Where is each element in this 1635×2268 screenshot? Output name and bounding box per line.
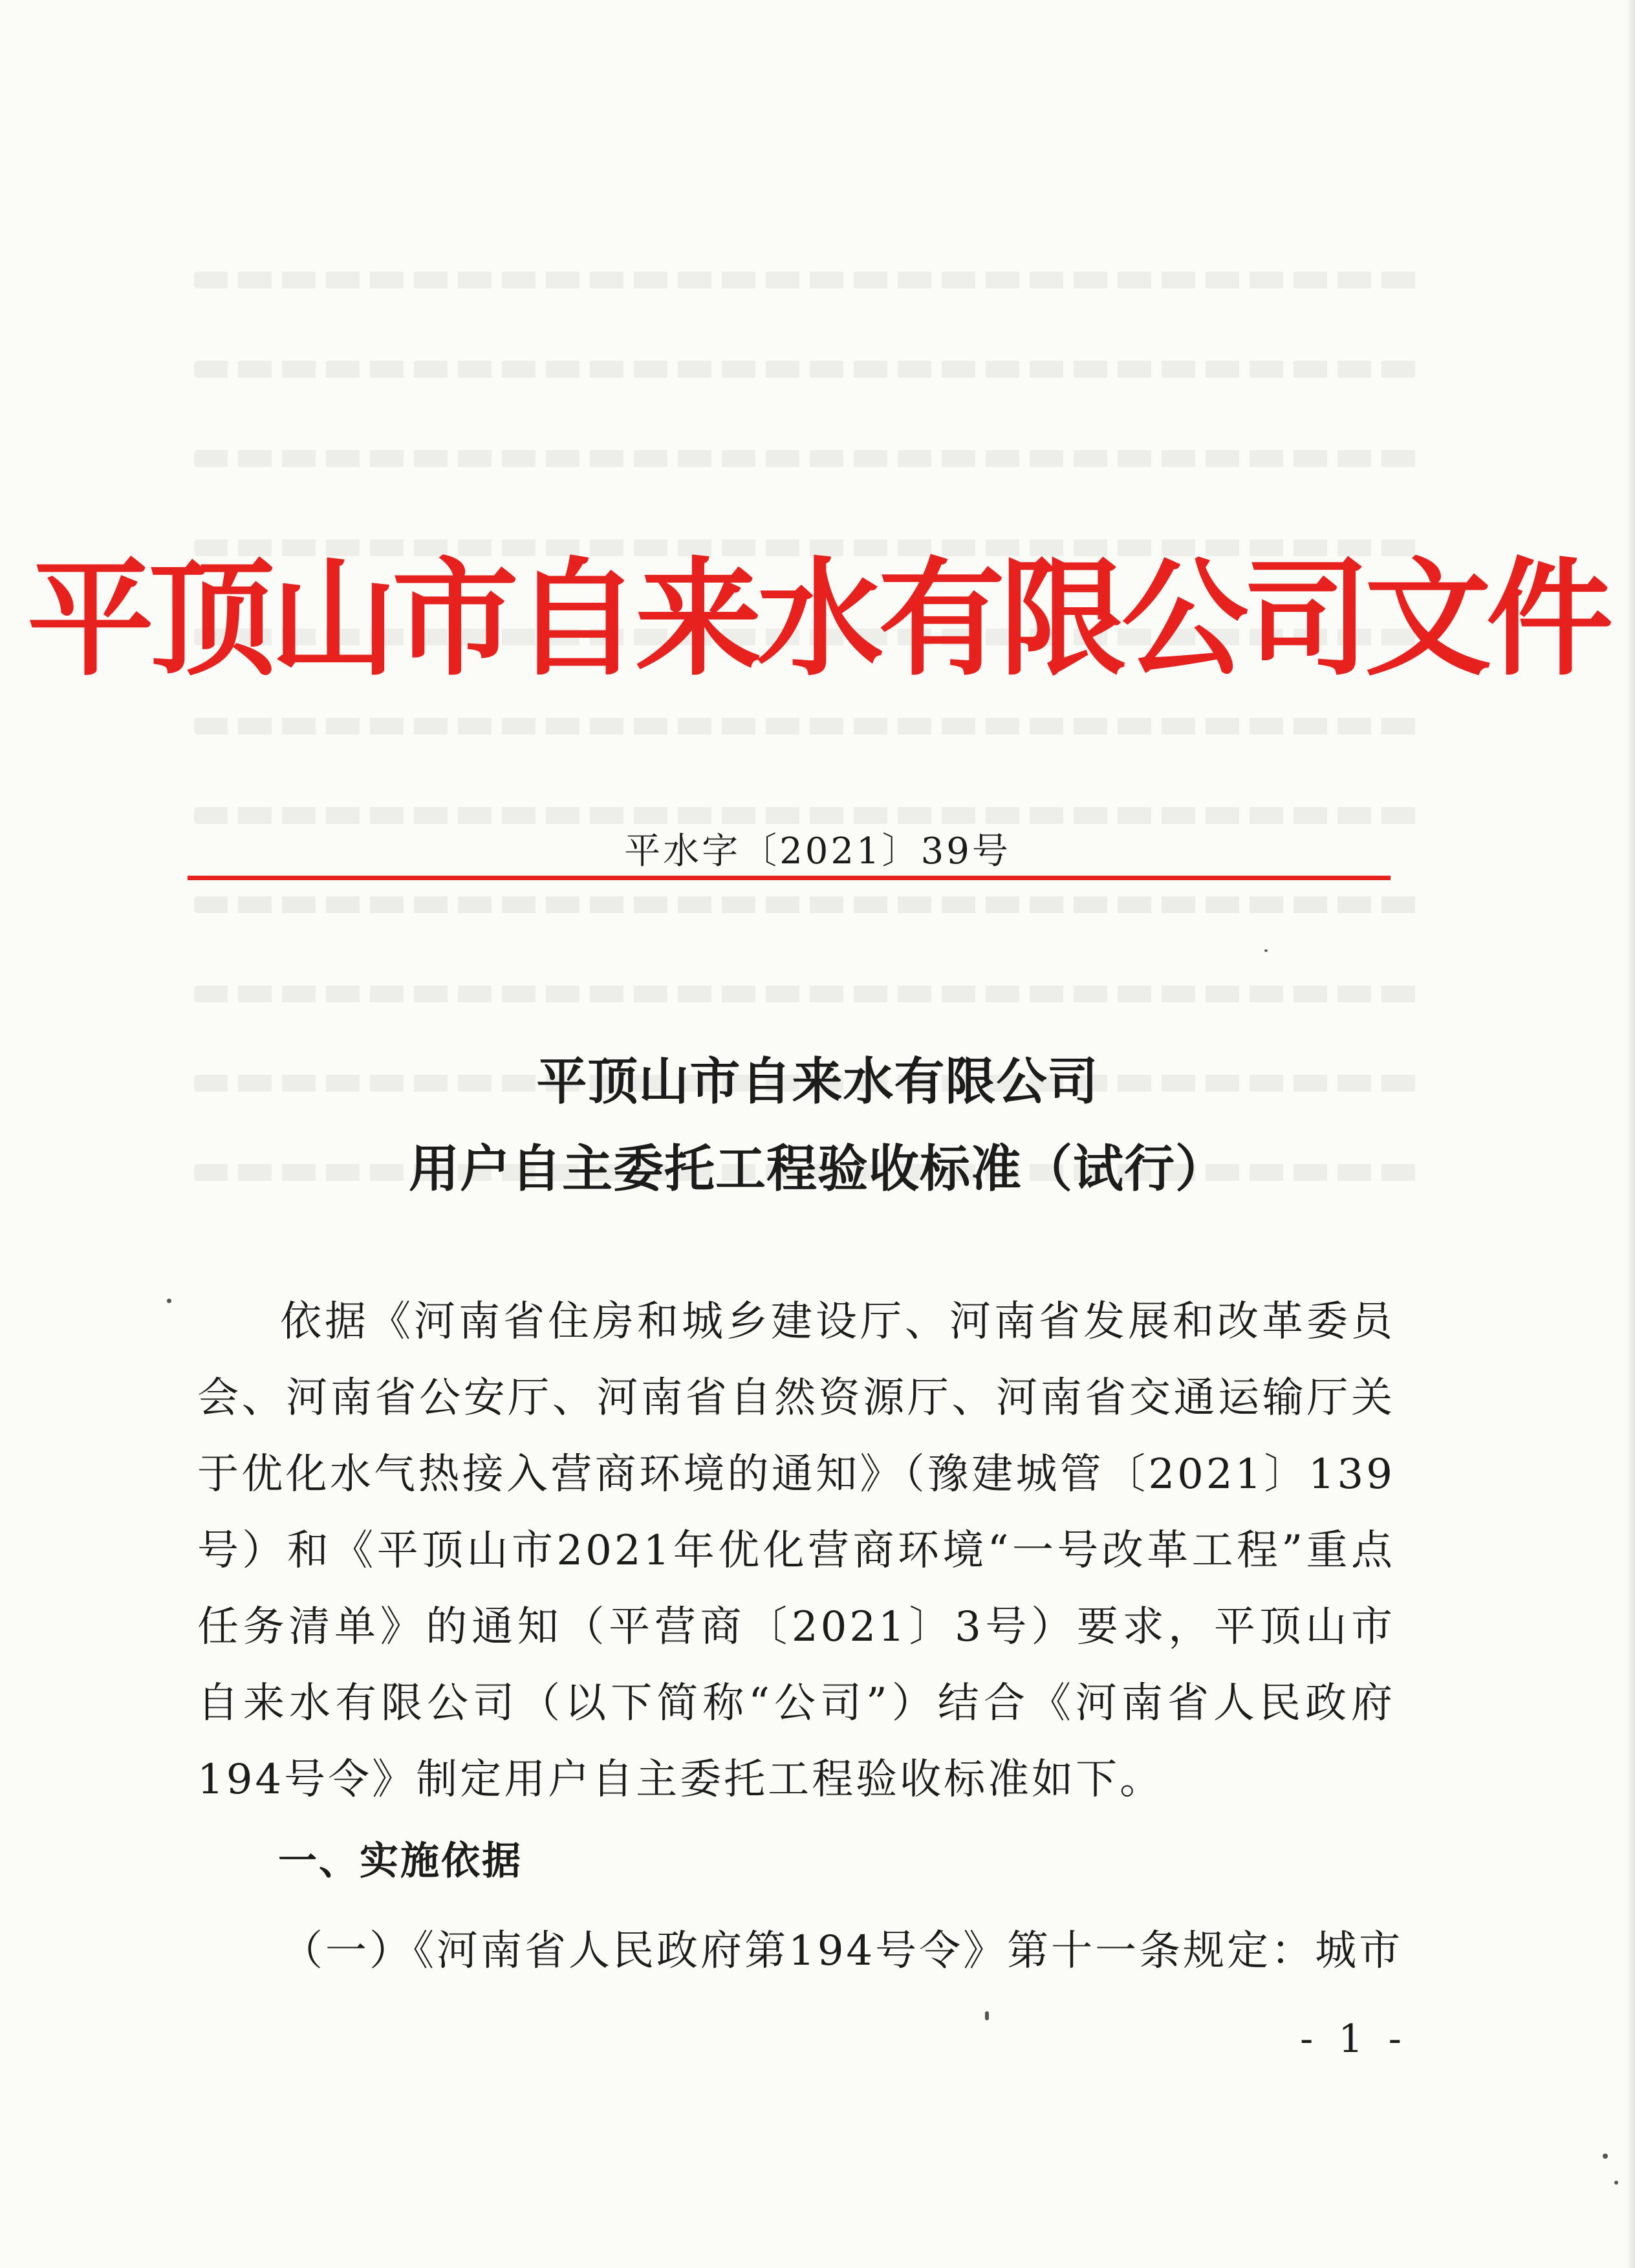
document-title-line-2: 用户自主委托工程验收标准（试行） — [408, 1139, 1226, 1198]
document-number: 平水字〔2021〕39号 — [624, 830, 1011, 872]
scan-speck — [985, 2011, 989, 2020]
body-paragraph: 依据《河南省住房和城乡建设厅、河南省发展和改革委员会、河南省公安厅、河南省自然资源厅、河南省交通运输厅关于优化水气热接入营商环境的通知》（豫建城管〔2021〕139号）和《平顶山市2021年优化营商环境“一号改革工程”重点任务清单》的通知（平营商〔2021〕3号）要求，平顶山市自来水有限公司（以下简称“公司”）结合《河南省人民政府194号令》制定用户自主委托工程验收标准如下。 — [197, 1298, 1395, 1804]
scan-speck — [1264, 949, 1268, 952]
scan-speck — [1614, 2181, 1618, 2185]
scan-speck — [167, 1299, 171, 1303]
section-heading: 一、实施依据 — [278, 1839, 523, 1884]
document-title-line-1: 平顶山市自来水有限公司 — [536, 1052, 1099, 1111]
section-first-line: （一）《河南省人民政府第194号令》第十一条规定：城市 — [281, 1927, 1403, 1975]
red-divider-rule — [188, 876, 1391, 880]
document-masthead: 平顶山市自来水有限公司文件 — [27, 546, 1608, 693]
page-number: - 1 - — [1300, 2016, 1408, 2062]
scan-speck — [1603, 2154, 1608, 2159]
